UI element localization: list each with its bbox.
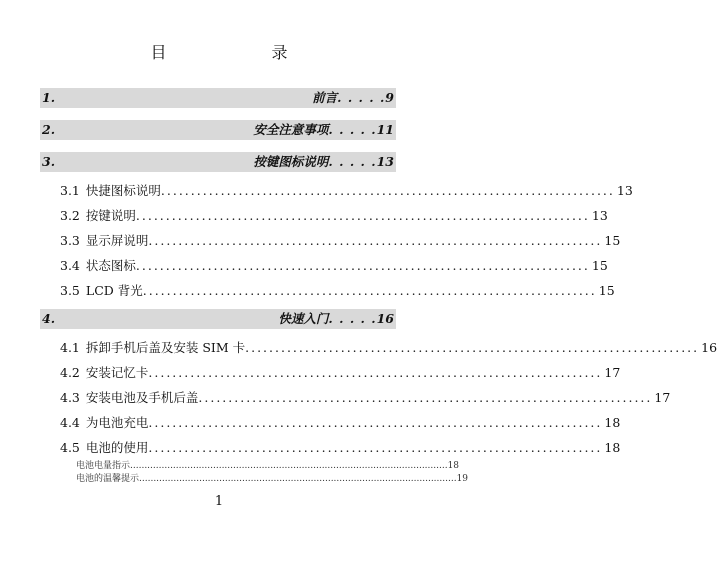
section-title: 安装电池及手机后盖	[85, 390, 199, 405]
page-number: 1	[214, 494, 224, 509]
chapter-number: 4.	[42, 311, 56, 326]
section-page: 18	[604, 415, 621, 430]
toc-chapter-2[interactable]	[40, 120, 396, 140]
toc-subsection-battery-tips[interactable]	[40, 473, 469, 486]
section-page: 15	[598, 283, 615, 298]
toc-chapter-1[interactable]	[40, 88, 396, 108]
section-title: 显示屏说明	[85, 233, 149, 248]
chapter-number: 2.	[42, 122, 56, 137]
chapter-title: 快速入门	[278, 311, 329, 326]
toc-section-3-4[interactable]	[40, 253, 608, 278]
dot-leader: . . . . .	[337, 90, 386, 105]
section-page: 17	[654, 390, 671, 405]
dot-leader: ............................................................................	[198, 390, 653, 405]
section-page: 13	[591, 208, 608, 223]
section-page: 13	[616, 183, 633, 198]
dot-leader: . . . . .	[328, 122, 377, 137]
toc-subsection-battery-level[interactable]	[40, 460, 460, 473]
toc-section-4-4[interactable]	[40, 410, 621, 435]
table-of-contents	[40, 88, 717, 486]
dot-leader: ............................................................................	[148, 415, 603, 430]
dot-leader: ............................................................................	[245, 340, 700, 355]
dot-leader: ............................................................................	[148, 233, 603, 248]
dot-leader: ............................................................................	[148, 440, 603, 455]
toc-chapter-4[interactable]	[40, 309, 396, 329]
section-title: 快捷图标说明	[85, 183, 161, 198]
section-title: LCD 背光	[85, 283, 143, 298]
dot-leader: . . . . .	[328, 311, 377, 326]
chapter-title: 安全注意事项	[253, 122, 329, 137]
section-title: 按键说明	[85, 208, 136, 223]
chapter-page: 11	[376, 122, 394, 137]
section-number: 4.4	[60, 415, 80, 430]
section-number: 4.1	[60, 340, 80, 355]
chapter-page: 9	[385, 90, 394, 105]
chapter-number: 3.	[42, 154, 56, 169]
section-page: 15	[591, 258, 608, 273]
section-title: 安装记忆卡	[85, 365, 149, 380]
chapter-title: 按键图标说明	[253, 154, 329, 169]
dot-leader: ............................................................................	[148, 365, 603, 380]
subsection-title: 电池的温馨提示	[76, 474, 140, 484]
section-number: 3.3	[60, 233, 80, 248]
section-title: 拆卸手机后盖及安装 SIM 卡	[85, 340, 246, 355]
toc-section-4-3[interactable]	[40, 385, 671, 410]
section-number: 3.4	[60, 258, 80, 273]
toc-section-3-3[interactable]	[40, 228, 621, 253]
toc-chapter-3[interactable]	[40, 152, 396, 172]
toc-section-3-2[interactable]	[40, 203, 608, 228]
section-number: 4.3	[60, 390, 80, 405]
toc-section-4-1[interactable]	[40, 335, 717, 360]
subsection-page: 19	[456, 474, 469, 484]
section-title: 电池的使用	[85, 440, 149, 455]
section-page: 17	[604, 365, 621, 380]
dot-leader: . . . . .	[328, 154, 377, 169]
section-title: 为电池充电	[85, 415, 149, 430]
dot-leader: ............................................................................	[135, 208, 590, 223]
chapter-page: 16	[376, 311, 394, 326]
section-number: 3.5	[60, 283, 80, 298]
dot-leader: ...............................................................................................................	[130, 461, 448, 471]
toc-section-3-1[interactable]	[40, 178, 633, 203]
subsection-page: 18	[447, 461, 460, 471]
dot-leader: ............................................................................	[142, 283, 597, 298]
section-title: 状态图标	[85, 258, 136, 273]
section-page: 16	[701, 340, 717, 355]
section-page: 15	[604, 233, 621, 248]
section-number: 3.1	[60, 183, 80, 198]
dot-leader: ............................................................................	[160, 183, 615, 198]
chapter-page: 13	[376, 154, 394, 169]
section-page: 18	[604, 440, 621, 455]
section-number: 3.2	[60, 208, 80, 223]
chapter-title: 前言	[312, 90, 338, 105]
toc-section-3-5[interactable]	[40, 278, 615, 303]
toc-section-4-2[interactable]	[40, 360, 621, 385]
dot-leader: ............................................................................	[135, 258, 590, 273]
dot-leader: ...............................................................................................................	[139, 474, 457, 484]
section-number: 4.2	[60, 365, 80, 380]
toc-section-4-5[interactable]	[40, 435, 621, 460]
page-title: 目 录	[150, 43, 338, 62]
chapter-number: 1.	[42, 90, 56, 105]
subsection-title: 电池电量指示	[76, 461, 131, 471]
section-number: 4.5	[60, 440, 80, 455]
